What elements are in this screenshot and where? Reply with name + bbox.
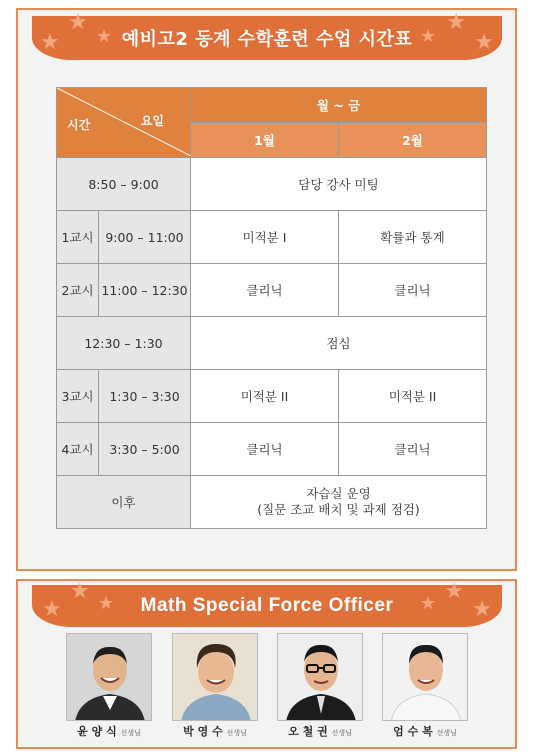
teachers-panel [16,579,517,749]
table-row [57,370,487,423]
teacher-name-row [277,723,363,739]
star-icon: ★ [419,26,436,47]
teacher-title-suffix: 선생님 [226,729,247,737]
merged-activity-cell: 점심 [191,317,487,370]
month-header-feb: 2월 [339,123,487,158]
teacher-photo [66,633,152,721]
star-icon: ★ [68,10,88,35]
teacher-card [277,633,363,739]
time-label: 시간 [67,118,91,132]
star-icon: ★ [70,579,90,604]
teacher-name: 엄 수 복 [393,725,433,738]
star-icon: ★ [419,593,436,614]
jan-class-cell: 클리닉 [191,423,339,476]
merged-activity-cell: 담당 강사 미팅 [191,158,487,211]
period-cell: 3교시 [57,370,99,423]
period-cell: 2교시 [57,264,99,317]
star-icon: ★ [446,10,466,35]
teacher-name: 오 철 권 [288,725,328,738]
person-icon [67,634,152,721]
star-icon: ★ [472,597,492,622]
teacher-card [172,633,258,739]
schedule-title: 예비고2 동계 수학훈련 수업 시간표 [121,29,413,50]
person-icon [278,634,363,721]
time-cell: 이후 [57,476,191,529]
weekday-span-header: 월 ~ 금 [191,88,487,123]
star-icon: ★ [474,30,494,55]
feb-class-cell: 클리닉 [339,423,487,476]
star-icon: ★ [98,593,115,614]
star-icon: ★ [42,597,62,622]
teachers-title-ribbon [32,579,502,627]
teacher-name-row [172,723,258,739]
feb-class-cell: 클리닉 [339,264,487,317]
time-cell: 11:00 – 12:30 [99,264,191,317]
star-icon: ★ [40,30,60,55]
jan-class-cell: 미적분 II [191,370,339,423]
jan-class-cell: 클리닉 [191,264,339,317]
table-row [57,158,487,211]
table-row [57,476,487,529]
time-cell: 3:30 – 5:00 [99,423,191,476]
teacher-card [382,633,468,739]
teacher-name: 윤 양 식 [77,725,117,738]
teacher-card [66,633,152,739]
period-cell: 1교시 [57,211,99,264]
jan-class-cell: 미적분 I [191,211,339,264]
table-row [57,211,487,264]
teacher-photo [172,633,258,721]
teachers-title: Math Special Force Officer [140,595,394,616]
time-cell: 1:30 – 3:30 [99,370,191,423]
schedule-table [56,87,487,529]
day-label: 요일 [140,114,164,128]
teacher-photo [277,633,363,721]
table-row [57,317,487,370]
star-icon: ★ [444,579,464,604]
time-cell: 12:30 – 1:30 [57,317,191,370]
teacher-title-suffix: 선생님 [331,729,352,737]
feb-class-cell: 확률과 통계 [339,211,487,264]
teacher-name-row [66,723,152,739]
table-row [57,264,487,317]
star-icon: ★ [96,26,113,47]
time-cell: 8:50 – 9:00 [57,158,191,211]
person-icon [383,634,468,721]
period-cell: 4교시 [57,423,99,476]
feb-class-cell: 미적분 II [339,370,487,423]
teacher-title-suffix: 선생님 [120,729,141,737]
teacher-name: 박 영 수 [183,725,223,738]
time-cell: 9:00 – 11:00 [99,211,191,264]
activity-main-text: 자습실 운영 [306,486,371,501]
schedule-title-ribbon [32,10,502,60]
teacher-photo [382,633,468,721]
person-icon [173,634,258,721]
merged-activity-cell [191,476,487,529]
activity-sub-text: (질문 조교 배치 및 과제 점검) [257,502,420,517]
table-row [57,423,487,476]
teacher-title-suffix: 선생님 [436,729,457,737]
time-day-header-cell [57,88,191,158]
teacher-name-row [382,723,468,739]
month-header-jan: 1월 [191,123,339,158]
